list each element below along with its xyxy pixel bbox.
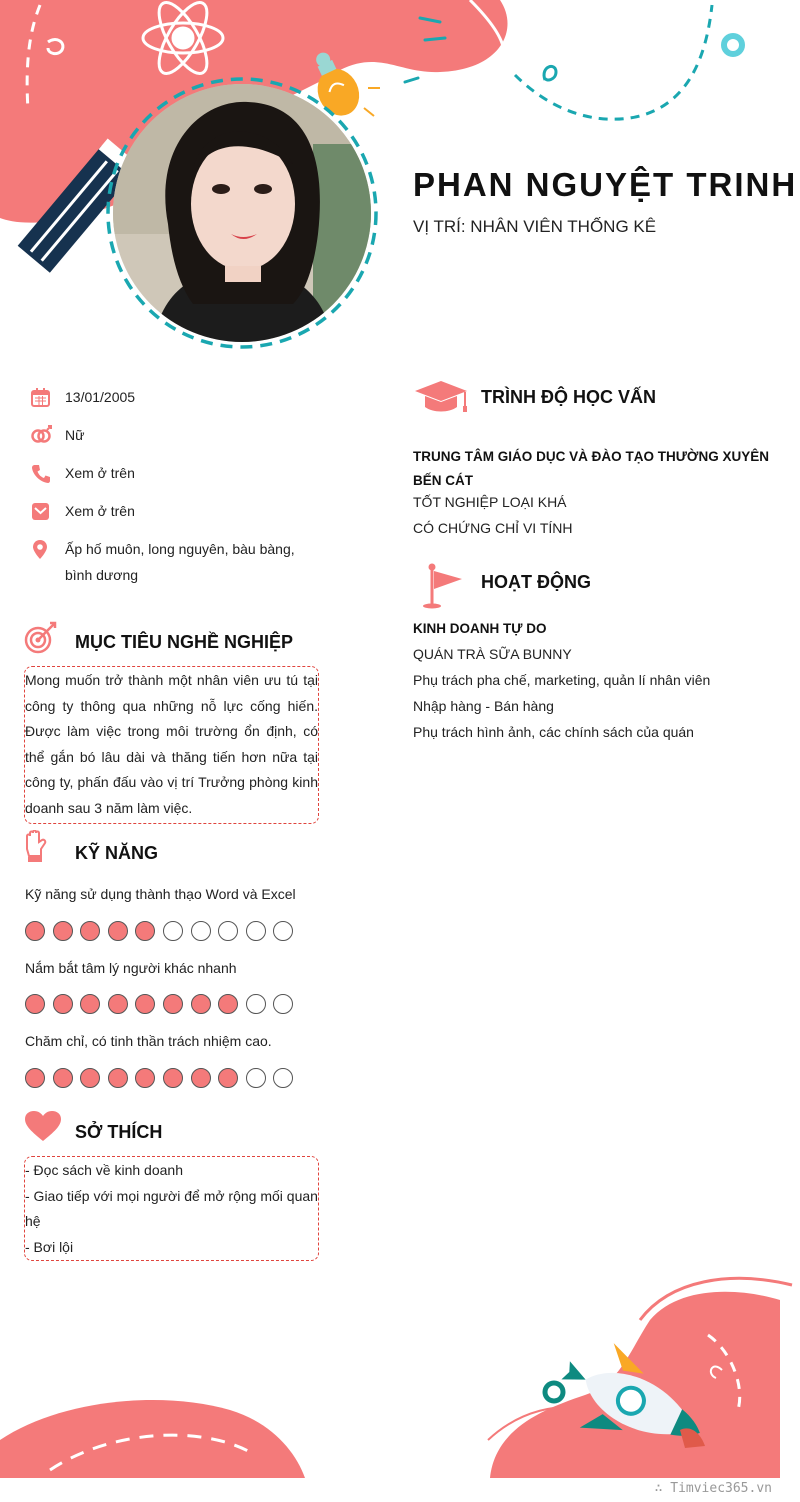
rating-dot-empty — [163, 921, 183, 941]
activity-detail: Nhập hàng - Bán hàng — [413, 698, 554, 714]
gender-row — [30, 425, 320, 448]
rating-dot-filled — [25, 994, 45, 1014]
watermark: ∴ Timviec365.vn — [654, 1481, 772, 1496]
address-text: Ấp hố muôn, long nguyên, bàu bàng, bình dương — [65, 541, 295, 583]
rating-dot-filled — [53, 921, 73, 941]
school-name: TRUNG TÂM GIÁO DỤC VÀ ĐÀO TẠO THƯỜNG XUYÊN BẾN CÁT — [413, 449, 769, 488]
objective-text: Mong muốn trở thành một nhân viên ưu tú tại công ty thông qua những nỗ lực cống hiến. Được làm việc trong môi trường ổn định, có thể gắn bó lâu dài và thăng tiến hơn nữa tại công ty, phấn đấu vào vị trí Trưởng phòng kinh doanh sau 3 năm làm việc. — [25, 672, 318, 816]
target-icon — [23, 621, 59, 657]
hobby-item: - Giao tiếp với mọi người để mở rộng mối quan hệ — [25, 1187, 318, 1229]
rating-dot-filled — [218, 994, 238, 1014]
heart-icon — [24, 1110, 62, 1142]
skill-name: Chăm chỉ, có tinh thần trách nhiệm cao. — [25, 1033, 272, 1049]
job-position: VỊ TRÍ: NHÂN VIÊN THỐNG KÊ — [413, 217, 657, 236]
objective-title: MỤC TIÊU NGHỀ NGHIỆP — [75, 632, 294, 652]
rating-dot-filled — [218, 1068, 238, 1088]
gender-icon — [30, 425, 52, 447]
hobby-item: - Bơi lội — [25, 1238, 74, 1255]
location-pin-icon — [30, 539, 52, 561]
address-row — [30, 539, 320, 588]
rating-dot-filled — [163, 1068, 183, 1088]
rating-dot-empty — [246, 994, 266, 1014]
objective-box — [24, 666, 319, 824]
education-detail: CÓ CHỨNG CHỈ VI TÍNH — [413, 520, 573, 536]
fist-icon — [24, 830, 50, 864]
phone-row — [30, 463, 320, 486]
activity-org: KINH DOANH TỰ DO — [413, 621, 547, 636]
rating-dot-filled — [25, 921, 45, 941]
rating-dot-filled — [163, 994, 183, 1014]
rating-dot-filled — [108, 994, 128, 1014]
rating-dot-filled — [80, 1068, 100, 1088]
rating-dot-filled — [135, 1068, 155, 1088]
graduation-cap-icon — [413, 379, 469, 415]
skill-rating — [25, 921, 293, 941]
birthday-row — [30, 387, 320, 410]
phone-icon — [30, 463, 52, 485]
rating-dot-filled — [25, 1068, 45, 1088]
activity-place: QUÁN TRÀ SỮA BUNNY — [413, 646, 572, 662]
activities-title: HOẠT ĐỘNG — [481, 572, 591, 592]
rating-dot-filled — [80, 994, 100, 1014]
calendar-icon — [30, 387, 52, 409]
skills-title: KỸ NĂNG — [75, 843, 159, 863]
flag-icon — [420, 563, 464, 609]
activity-detail: Phụ trách hình ảnh, các chính sách của quán — [413, 724, 694, 740]
rating-dot-filled — [191, 994, 211, 1014]
birthday-text: 13/01/2005 — [65, 389, 136, 405]
rating-dot-filled — [191, 1068, 211, 1088]
rating-dot-filled — [53, 994, 73, 1014]
rating-dot-filled — [135, 921, 155, 941]
phone-text: Xem ở trên — [65, 465, 135, 481]
hobbies-box — [24, 1156, 319, 1261]
email-row — [30, 501, 320, 524]
candidate-name: PHAN NGUYỆT TRINH — [413, 166, 798, 203]
rating-dot-empty — [246, 1068, 266, 1088]
rating-dot-empty — [273, 921, 293, 941]
rating-dot-empty — [273, 1068, 293, 1088]
hobby-item: - Đọc sách về kinh doanh — [25, 1162, 183, 1178]
email-icon — [30, 501, 52, 523]
gender-text: Nữ — [65, 427, 85, 443]
skill-name: Kỹ năng sử dụng thành thạo Word và Excel — [25, 886, 296, 902]
rating-dot-filled — [108, 1068, 128, 1088]
activity-detail: Phụ trách pha chế, marketing, quản lí nhân viên — [413, 672, 711, 688]
rating-dot-empty — [273, 994, 293, 1014]
rating-dot-filled — [80, 921, 100, 941]
profile-photo — [113, 84, 371, 342]
skill-rating — [25, 994, 293, 1014]
education-detail: TỐT NGHIỆP LOẠI KHÁ — [413, 494, 567, 510]
education-title: TRÌNH ĐỘ HỌC VẤN — [481, 387, 656, 407]
email-text: Xem ở trên — [65, 503, 135, 519]
rating-dot-empty — [218, 921, 238, 941]
rating-dot-filled — [135, 994, 155, 1014]
rating-dot-empty — [191, 921, 211, 941]
rating-dot-filled — [53, 1068, 73, 1088]
hobbies-title: SỞ THÍCH — [75, 1122, 163, 1142]
rating-dot-filled — [108, 921, 128, 941]
rating-dot-empty — [246, 921, 266, 941]
skill-name: Nắm bắt tâm lý người khác nhanh — [25, 960, 237, 976]
skill-rating — [25, 1068, 293, 1088]
